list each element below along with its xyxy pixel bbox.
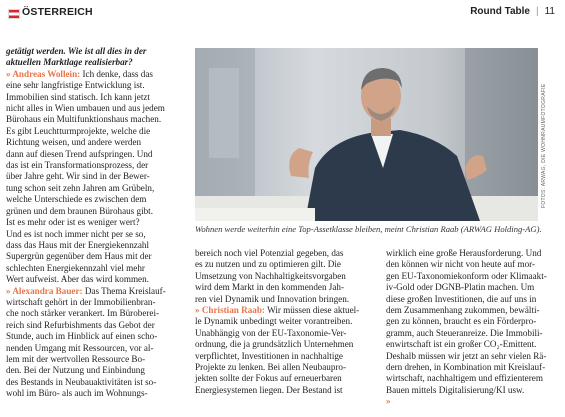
- text-line: lem mit der wertvollen Ressource Bo-: [6, 353, 146, 364]
- text-line: Wert aufweist. Aber das wird kommen.: [6, 274, 149, 285]
- speaker-name: » Christian Raab:: [195, 305, 265, 316]
- page-number: 11: [544, 6, 555, 17]
- running-title: Round Table: [470, 6, 530, 17]
- text-line: Projekte zu lenken. Bei allen Neubaupro-: [195, 362, 347, 373]
- header-separator: |: [536, 6, 539, 17]
- text-line: Und es ist noch immer nicht per se so,: [6, 228, 146, 239]
- text-line: eine sehr langfristige Entwicklung ist.: [6, 80, 145, 91]
- page-header: [0, 0, 565, 22]
- section-title: ÖSTERREICH: [22, 6, 93, 18]
- text-line: wirklich eine große Herausforderung. Und: [386, 248, 542, 258]
- text-line: reich sind Refurbishments das Gebot der: [6, 319, 155, 330]
- text-line: Ist es mehr oder ist es weniger wert?: [6, 217, 140, 228]
- text-line: schlechten Energiekennzahl viel mehr: [6, 262, 145, 273]
- text-line: grünen und dem braunen Bürohaus gibt.: [6, 205, 153, 216]
- text-line: enwirtschaft ist ein großer CO₂-Emittent.: [386, 339, 537, 350]
- text-line: nenden Umgang mit Ressourcen, vor al-: [6, 342, 154, 353]
- text-line: Immobilien sind statisch. Ich kann jetzt: [6, 91, 150, 102]
- text-line: den können wir nicht von heute auf mor-: [386, 259, 536, 270]
- text-line: ren viel Dynamik und Innovation bringen.: [195, 293, 350, 304]
- speaker-text: Das Thema Kreislauf-: [82, 285, 166, 296]
- text-line: des Bestands in Neubauaktivitäten ist so-: [6, 376, 157, 387]
- text-line: Energiesystemen liegen. Der Bestand ist: [195, 384, 343, 395]
- text-column-1: [6, 46, 186, 400]
- text-line: Richtung weisen, und andere werden: [6, 137, 142, 148]
- text-column-2: [195, 248, 369, 396]
- austria-flag-icon: [8, 9, 20, 19]
- text-line: dem Zusammenhang zukommen, bewälti-: [386, 305, 540, 316]
- text-line: über Jahre geht. Wir sind in der Bewer-: [6, 171, 150, 182]
- text-line: Bauen mittels Digitalisierung/KI usw.: [386, 384, 525, 395]
- text-line: Bürohaus ein Multifunktionshaus machen.: [6, 114, 162, 125]
- text-line: das ist ein Transformationsprozess, der: [6, 160, 149, 171]
- text-line: gen EU-Taxonomiekonform oder Klimaakt-: [386, 270, 547, 281]
- text-line: che noch stärker verankert. Im Büroberei-: [6, 308, 160, 319]
- text-line: Stunde, auch im Hinblick auf einen scho-: [6, 331, 158, 342]
- photo-credit: FOTOS: ARWAG, DIE WOHNRAUMFOTOGRAFIE: [541, 83, 547, 208]
- text-column-3: [386, 248, 560, 408]
- question-line: getätigt werden. Wie ist all dies in der: [6, 46, 147, 56]
- text-line: diese großen Investitionen, die auf uns in: [386, 293, 537, 304]
- text-line: es zu nutzen und zu optimieren gilt. Die: [195, 259, 341, 270]
- text-line: jekten sollte der Fokus auf erneuerbaren: [195, 373, 342, 384]
- text-line: Deshalb müssen wir jetzt an sehr vielen Rä-: [386, 350, 547, 361]
- text-line: dann auf diesen Trend aufspringen. Und: [6, 148, 153, 159]
- answer-line: [195, 305, 369, 316]
- text-line: Unabhängig von der EU-Taxonomie-Ver-: [195, 327, 347, 338]
- question-line: aktuellen Marktlage realisierbar?: [6, 57, 133, 68]
- speaker-name: » Alexandra Bauer:: [6, 285, 83, 296]
- text-line: wirtschaft, nachhaltigem und effizienterem: [386, 373, 543, 384]
- text-line: bereich noch viel Potenzial gegeben, das: [195, 248, 344, 258]
- text-line: iv-Gold oder DGNB-Platin machen. Um: [386, 282, 535, 293]
- answer-line: [6, 69, 186, 80]
- text-line: wirtschaft gehört in der Immobilienbran-: [6, 296, 156, 307]
- text-line: wohl im Büro- als auch im Wohnungs-: [6, 388, 148, 399]
- text-line: le Dynamik unbedingt weiter vorantreiben.: [195, 316, 353, 327]
- photo-illustration: [195, 48, 538, 221]
- photo-caption: Wohnen werde weiterhin eine Top-Assetklasse bleiben, meint Christian Raab (ARWAG Holding-AG).: [195, 224, 542, 234]
- speaker-name: » Andreas Wollein:: [6, 68, 81, 79]
- text-line: den. Bei der Nutzung und Einbindung: [6, 365, 145, 376]
- end-mark: »: [386, 396, 391, 407]
- speaker-text: Wir müssen diese aktuel-: [264, 305, 360, 316]
- text-line: nicht alles in Wien umbauen und aus jedem: [6, 103, 165, 114]
- text-line: dass das Haus mit der Energiekennzahl: [6, 239, 150, 250]
- text-line: gen zu können, braucht es ein Förderpro-: [386, 316, 537, 327]
- text-line: dern drehen, in Kombination mit Kreislauf-: [386, 362, 546, 373]
- text-line: Umsetzung von Nachhaltigkeitsvorgaben: [195, 270, 346, 281]
- running-head: [470, 6, 555, 17]
- text-line: gramm, auch Steueranreize. Die Immobili-: [386, 327, 543, 338]
- text-line: verpflichtet, Investitionen in nachhaltige: [195, 350, 343, 361]
- text-line: welche Unterschiede es zwischen dem: [6, 194, 147, 205]
- portrait-photo: [195, 48, 538, 221]
- text-line: wird dem Markt in den kommenden Jah-: [195, 282, 345, 293]
- text-line: Es gibt Leuchtturmprojekte, welche die: [6, 125, 151, 136]
- text-line: Supergrün gegenüber dem Haus mit der: [6, 251, 152, 262]
- text-line: tung schon seit zehn Jahren am Grübeln,: [6, 182, 155, 193]
- speaker-text: Ich denke, dass das: [80, 68, 153, 79]
- text-line: ordnung, die ja grundsätzlich Unternehmen: [195, 339, 354, 350]
- answer-line: [6, 286, 186, 297]
